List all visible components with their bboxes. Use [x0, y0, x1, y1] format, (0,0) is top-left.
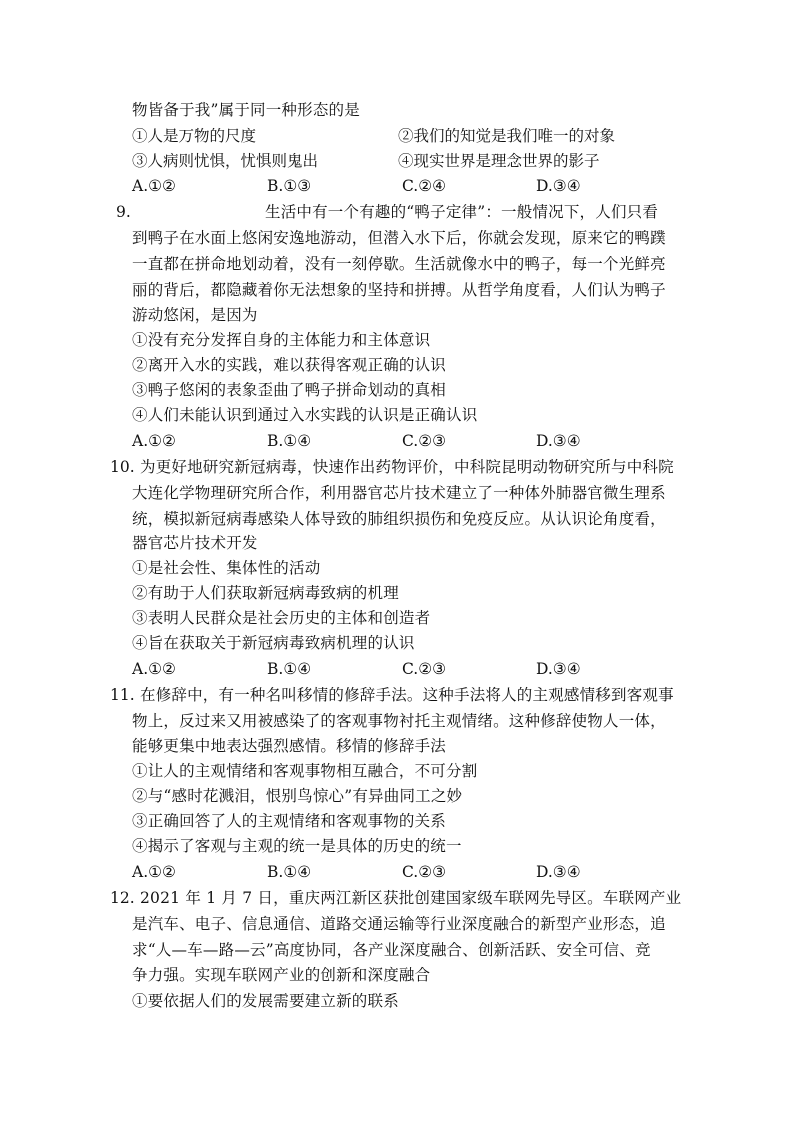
q8-option-3: ③人病则忧惧，忧惧则鬼出 — [132, 152, 319, 170]
q10-option-1: ①是社会性、集体性的活动 — [132, 559, 321, 577]
q9-stem-line: 生活中有一个有趣的“鸭子定律”：一般情况下，人们只看 — [265, 203, 659, 221]
q9-stem-line: 游动悠闲，是因为 — [132, 306, 258, 324]
q12-stem-line: 2021 年 1 月 7 日，重庆两江新区获批创建国家级车联网先导区。车联网产业 — [140, 889, 682, 907]
q10-stem-line: 器官芯片技术开发 — [132, 534, 258, 552]
q11-option-4: ④揭示了客观与主观的统一是具体的历史的统一 — [132, 837, 462, 855]
q11-choice-d: D.③④ — [536, 863, 581, 881]
q12-stem-line: 求“人—车—路—云”高度协同，各产业深度融合、创新活跃、安全可信、竞 — [132, 941, 651, 959]
q9-choice-c: C.②③ — [402, 432, 447, 450]
q12-stem-line: 是汽车、电子、信息通信、道路交通运输等行业深度融合的新型产业形态，追 — [132, 915, 666, 933]
q9-stem-line: 一直都在拼命地划动着，没有一刻停歇。生活就像水中的鸭子，每一个光鲜亮 — [132, 255, 666, 273]
q11-option-2: ②与“感时花溅泪，恨别鸟惊心”有异曲同工之妙 — [132, 787, 463, 805]
q8-choice-d: D.③④ — [536, 177, 581, 195]
q8-stem-tail: 物皆备于我”属于同一种形态的是 — [132, 101, 360, 119]
q8-choice-b: B.①③ — [267, 177, 312, 195]
q10-choice-a: A.①② — [132, 660, 176, 678]
q11-option-3: ③正确回答了人的主观情绪和客观事物的关系 — [132, 812, 447, 830]
q11-choice-b: B.①④ — [267, 863, 312, 881]
q11-option-1: ①让人的主观情绪和客观事物相互融合，不可分割 — [132, 762, 478, 780]
q8-choice-a: A.①② — [132, 177, 176, 195]
q10-choice-d: D.③④ — [536, 660, 581, 678]
q9-choice-a: A.①② — [132, 432, 176, 450]
q8-option-2: ②我们的知觉是我们唯一的对象 — [398, 127, 616, 145]
q10-stem-line: 为更好地研究新冠病毒，快速作出药物评价，中科院昆明动物研究所与中科院 — [140, 458, 674, 476]
q10-stem-line: 大连化学物理研究所合作，利用器官芯片技术建立了一种体外肺器官微生理系 — [132, 484, 666, 502]
q11-number: 11. — [110, 686, 135, 704]
q11-stem-line: 物上，反过来又用被感染了的客观事物衬托主观情绪。这种修辞使物人一体， — [132, 712, 666, 730]
q8-option-4: ④现实世界是理念世界的影子 — [398, 152, 600, 170]
q9-choice-b: B.①④ — [267, 432, 312, 450]
q10-option-3: ③表明人民群众是社会历史的主体和创造者 — [132, 609, 431, 627]
q10-choice-c: C.②③ — [402, 660, 447, 678]
q11-choice-a: A.①② — [132, 863, 176, 881]
q9-choice-d: D.③④ — [536, 432, 581, 450]
q10-option-4: ④旨在获取关于新冠病毒致病机理的认识 — [132, 634, 415, 652]
q10-option-2: ②有助于人们获取新冠病毒致病的机理 — [132, 584, 399, 602]
q10-stem-line: 统，模拟新冠病毒感染人体导致的肺组织损伤和免疫反应。从认识论角度看， — [132, 510, 666, 528]
q9-stem-line: 到鸭子在水面上悠闲安逸地游动，但潜入水下后，你就会发现，原来它的鸭蹼 — [132, 229, 666, 247]
q10-number: 10. — [110, 458, 135, 476]
q10-choice-b: B.①④ — [267, 660, 312, 678]
q9-stem-line: 丽的背后，都隐藏着你无法想象的坚持和拼搏。从哲学角度看，人们认为鸭子 — [132, 281, 666, 299]
q8-option-1: ①人是万物的尺度 — [132, 127, 257, 145]
q9-option-4: ④人们未能认识到通过入水实践的认识是正确认识 — [132, 406, 478, 424]
q11-stem-line: 在修辞中，有一种名叫移情的修辞手法。这种手法将人的主观感情移到客观事 — [140, 686, 674, 704]
q9-number: 9. — [116, 203, 131, 221]
q12-stem-line: 争力强。实现车联网产业的创新和深度融合 — [132, 966, 431, 984]
q12-option-1: ①要依据人们的发展需要建立新的联系 — [132, 992, 399, 1010]
q9-option-2: ②离开入水的实践，难以获得客观正确的认识 — [132, 356, 447, 374]
q9-option-1: ①没有充分发挥自身的主体能力和主体意识 — [132, 331, 431, 349]
q11-stem-line: 能够更集中地表达强烈感情。移情的修辞手法 — [132, 737, 447, 755]
q12-number: 12. — [110, 889, 135, 907]
q11-choice-c: C.②③ — [402, 863, 447, 881]
q9-option-3: ③鸭子悠闲的表象歪曲了鸭子拼命划动的真相 — [132, 381, 447, 399]
q8-choice-c: C.②④ — [402, 177, 447, 195]
